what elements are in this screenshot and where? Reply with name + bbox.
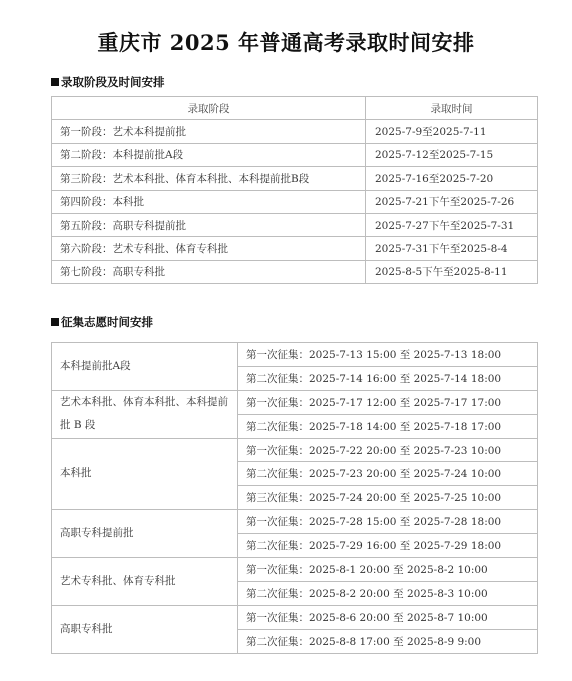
round-cell: 第一次征集：2025-8-1 20:00 至 2025-8-2 10:00 xyxy=(238,558,538,582)
stage-cell: 第六阶段：艺术专科批、体育专科批 xyxy=(52,237,366,260)
table-row xyxy=(52,143,538,166)
table-row xyxy=(52,237,538,260)
batch-cell: 高职专科提前批 xyxy=(52,510,238,558)
batch-cell: 高职专科批 xyxy=(52,605,238,653)
time-cell: 2025-7-9至2025-7-11 xyxy=(366,120,538,143)
round-cell: 第二次征集：2025-7-23 20:00 至 2025-7-24 10:00 xyxy=(238,462,538,486)
page-title: 重庆市 2025 年普通高考录取时间安排 xyxy=(97,30,475,55)
round-cell: 第一次征集：2025-7-13 15:00 至 2025-7-13 18:00 xyxy=(238,343,538,367)
round-cell: 第一次征集：2025-7-28 15:00 至 2025-7-28 18:00 xyxy=(238,510,538,534)
table-row xyxy=(52,605,538,629)
stage-cell: 第四阶段：本科批 xyxy=(52,190,366,213)
round-cell: 第二次征集：2025-7-29 16:00 至 2025-7-29 18:00 xyxy=(238,534,538,558)
stage-cell: 第一阶段：艺术本科提前批 xyxy=(52,120,366,143)
section-heading-label: 征集志愿时间安排 xyxy=(61,315,153,329)
round-cell: 第三次征集：2025-7-24 20:00 至 2025-7-25 10:00 xyxy=(238,486,538,510)
round-cell: 第二次征集：2025-7-14 16:00 至 2025-7-14 18:00 xyxy=(238,366,538,390)
round-cell: 第一次征集：2025-8-6 20:00 至 2025-8-7 10:00 xyxy=(238,605,538,629)
round-cell: 第一次征集：2025-7-22 20:00 至 2025-7-23 10:00 xyxy=(238,438,538,462)
batch-cell: 本科提前批A段 xyxy=(52,343,238,391)
time-cell: 2025-7-21下午至2025-7-26 xyxy=(366,190,538,213)
round-cell: 第二次征集：2025-8-2 20:00 至 2025-8-3 10:00 xyxy=(238,581,538,605)
table-row xyxy=(52,213,538,236)
round-cell: 第二次征集：2025-7-18 14:00 至 2025-7-18 17:00 xyxy=(238,414,538,438)
stage-cell: 第二阶段：本科提前批A段 xyxy=(52,143,366,166)
table-row xyxy=(52,167,538,190)
table-row xyxy=(52,343,538,367)
stage-cell: 第五阶段：高职专科提前批 xyxy=(52,213,366,236)
time-cell: 2025-7-16至2025-7-20 xyxy=(366,167,538,190)
supplementary-application-table xyxy=(51,342,538,654)
time-cell: 2025-7-27下午至2025-7-31 xyxy=(366,213,538,236)
batch-cell: 艺术专科批、体育专科批 xyxy=(52,558,238,606)
admission-stages-table xyxy=(51,96,538,284)
table-row xyxy=(52,260,538,283)
stage-cell: 第三阶段：艺术本科批、体育本科批、本科提前批B段 xyxy=(52,167,366,190)
section-heading-label: 录取阶段及时间安排 xyxy=(61,75,165,89)
square-bullet-icon xyxy=(51,318,59,326)
time-cell: 2025-8-5下午至2025-8-11 xyxy=(366,260,538,283)
table-row xyxy=(52,438,538,462)
batch-cell: 本科批 xyxy=(52,438,238,510)
section-heading-admission-stages xyxy=(51,75,165,89)
table-header-row xyxy=(52,97,538,120)
round-cell: 第一次征集：2025-7-17 12:00 至 2025-7-17 17:00 xyxy=(238,390,538,414)
table-row xyxy=(52,558,538,582)
round-cell: 第二次征集：2025-8-8 17:00 至 2025-8-9 9:00 xyxy=(238,629,538,653)
column-header-time: 录取时间 xyxy=(366,97,538,120)
table-row xyxy=(52,190,538,213)
square-bullet-icon xyxy=(51,78,59,86)
time-cell: 2025-7-31下午至2025-8-4 xyxy=(366,237,538,260)
table-row xyxy=(52,510,538,534)
column-header-stage: 录取阶段 xyxy=(52,97,366,120)
table-row xyxy=(52,390,538,414)
section-heading-supplementary-application xyxy=(51,315,153,329)
stage-cell: 第七阶段：高职专科批 xyxy=(52,260,366,283)
table-row xyxy=(52,120,538,143)
batch-cell: 艺术本科批、体育本科批、本科提前批 B 段 xyxy=(52,390,238,438)
time-cell: 2025-7-12至2025-7-15 xyxy=(366,143,538,166)
